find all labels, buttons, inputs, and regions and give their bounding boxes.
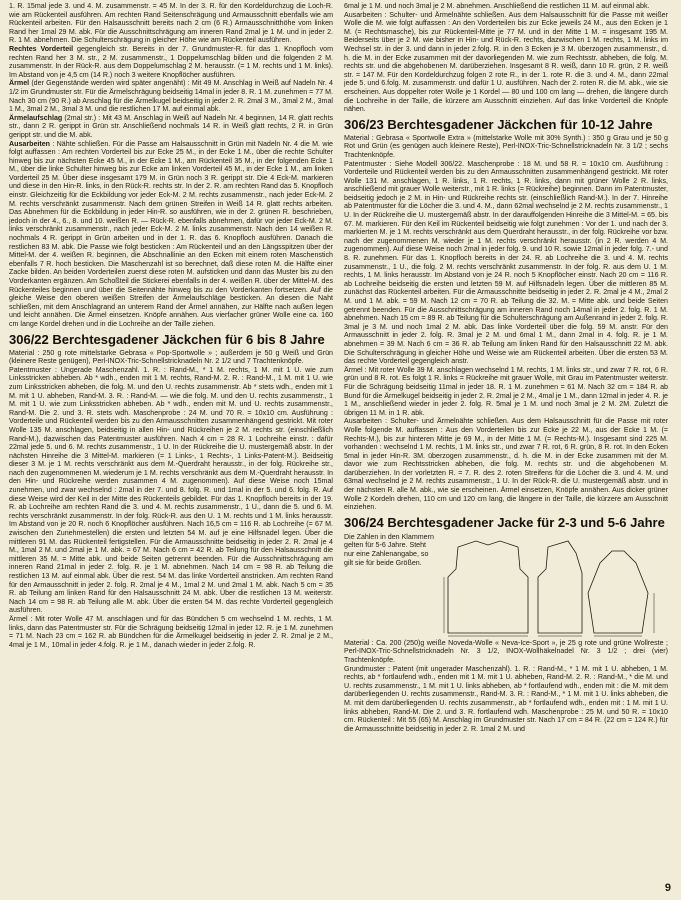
section-paragraph bbox=[9, 114, 333, 140]
section-text: (der Gegenstände werden wird später angenäht) : Mit 49 M. Anschlag in Weiß auf Nadeln Nr. 4 1/2 im Grundmuster str. Für die Ärmelschrägung beidseitig 14mal in jeder 8. R. 1 M. zunehmen = 77 M. Nach 30 cm (90 R.) ab Anschlag für die Ärmelkugel beidseitig in jeder 2. R. 2mal 3 M., 3mal 2 M., 3mal 1 M., 3mal 2 M., 3mal 3 M. und die restlichen 17 M. auf einmal abk. bbox=[9, 79, 333, 114]
back-piece-outline bbox=[448, 541, 528, 633]
instructions-paragraph: Grundmuster : Patent (mit ungerader Maschenzahl). 1. R. : Rand-M., * 1 M. mit 1 U. abheben, 1 M. rechts, ab * fortlaufend wdh., enden mit 1 M. mit 1 U. abheben, Rand-M. 2. R. : Rand-M., * die M. und U. rechts zusammenstr., 1 M. mit 1 U. links abheben, ab * fortlaufend wdh., enden mit : die M. mit dem darüberliegenden U. rechts zusammenstr., Rand-M. 3. R. : Rand-M., * 1 M. mit 1 U. links abheben, die M. mit dem darüberliegenden U. rechts zusammenstr., ab * fortlaufend wdh., enden mit : 1 M. mit 1 U. links abheben, Rand-M. Die 2. und 3. R. fortlaufend wdh. Maschenprobe : 25 M. und 50 R. = 10x10 cm. Rückenteil : Mit 55 (65) M. Anschlag im Grundmuster str. Nach 17 cm = 84 R. (22 cm = 124 R.) für die Armausschnitte beidseitig in jeder 2. R. 1mal 2 M. und bbox=[344, 664, 668, 733]
instructions-paragraph: Patentmuster : Siehe Modell 306/22. Maschenprobe : 18 M. und 58 R. = 10x10 cm. Ausführung : Vorderteile und Rückenteil werden bis zu den Armausschnitten zusammenhängend gestrickt. Mit roter Wolle 131 M. anschlagen, 1 R. links, 1 R. rechts, 1 R. links, dann mit grüner Wolle 2 R. links, anschließend mit grauer Wolle weiterstr., mit 1 R. links (= Rückreihe) beginnen. Dann im Patentmuster, beidseitig jedoch je 2 M. in Hin- und Rückreihe rechts str. (einschließlich Rand-M.). In der 7. Hinreihe ab Patentmuster für die Löcher die 3. und 4. M., dann 62mal wechselnd je 2 M. rechts zusammenstr., 1 U. In der Rückreihe die U. mustergemäß abstr. In der darauffolgenden Hinreihe die 3 Mittel-M. = 65. bis 67. M. markieren. Für den Keil im Rückenteil beidseitig wie folgt zunehmen : Vor der 1. und nach der 3. markierten M. je 1 M. rechts verschränkt aus dem Querdraht herausstr., in der folg. Rückreihe vor bzw. nach der zugenommenen M. wieder je 1 M. rechts verschränkt herausstr. (in 2 R. werden 4 M. zugenommen). Auf diese Weise noch 2mal in jeder folg. 9. und 10 R. sowie 12mal in jeder folg. 7.- und 8. R. zunehmen. Für das 1. Knopfloch bereits in der 24. R. ab Lochreihe die 3. und 4. M. rechts zusammenstr., 1 U., die folg. 2 M. rechts verschränkt zusammenstr. In der folg. R. aus dem U. 1 M. rechts, 1 M. links herausstr. Im Abstand von je 24 R. noch 5 Knopflöcher einstr. Nach 20 cm = 116 R. ab Lochreihe beidseitig die ersten und letzten 59 M. auf Hilfsnadeln legen. Über die mittleren 85 M. zunächst das Rückenteil arbeiten. Für die Armausschnitte beidseitig in jeder 2. R. 2mal je 4 M., 2mal 2 M. und 1 M. abk. = 59 M. Nach 12 cm = 70 R. ab Teilung die 32. M. = Mitte abk. und beide Seiten getrennt beenden. Für die Ausschnittschrägung am inneren Rand noch 14mal in jeder 2. folg. R. 1 M. abnehmen. Nach 15 cm = 89 R. ab Teilung für die Schulterschrägung am Außenrand in jeder 2. folg. R. 3mal je 3 M. und noch 1mal 2 M. abk. Das linke Vorderteil über die folg. 59 M. anstr. Für den Armausschnitt in jeder 2. folg. R. 3mal je 2 M. und 6mal 1 M., dann 2mal in 4. folg. R. je 1 M. abnehmen = 39 M. Nach 6 cm = 36 R. ab Teilung am linken Rand für den Halsausschnitt 22 M. abk. Die Schulterschrägung in gleicher Höhe und Weise wie am Rückenteil arbeiten. Über die ersten 53 M. das rechte Vorderteil gegengleich anstr. bbox=[344, 159, 668, 366]
section-heading: Ausarbeiten bbox=[9, 139, 50, 148]
pattern-schematic bbox=[442, 533, 662, 637]
instructions-paragraph: Patentmuster : Ungerade Maschenzahl. 1. R. : Rand-M., * 1 M. rechts, 1 M. mit 1 U. wie zum Linksstricken abheben. Ab * wdh., enden mit 1 M. rechts, Rand-M. 2. R. : Rand-M., 1 M. mit 1 U. wie zum Linksstricken abheben, die folg. M. und den U. rechts zusammenstr. Ab * stets wdh., enden mit 1 M. mit 1 U. abheben, Rand-M. 3. R. : Rand-M. — wie die folg. M. und den U. rechts zusammenstr., 1 M. mit 1 U. wie zum Linksstricken abheben. Ab * wdh., enden mit M. und U. rechts zusammenstr., Rand-M. Die 2. und 3. R. stets wdh. Maschenprobe : 24 M. und 70 R. = 10x10 cm. Ausführung : Vorderteile und Rückenteil werden bis zu den Armausschnitten zusammenhängend gestrickt. Mit roter Wolle 135 M. anschlagen, beidseitig in allen Hin- und Rückreihen je 2 M. rechts str. (einschließlich Rand-M.), dazwischen das Patentmuster ausführen. Nach 4 cm = 28 R. 1 Lochreihe einstr. : dafür 22mal jede 5. und 6. M. rechts zusammenstr., 1 U. In der Rückreihe die U. mustergemäß abstr. In der nächsten Hinreihe die 3 Mittel-M. markieren (= 1 Links-, 1 Rechts-, 1 Links-Patent-M.). Beidseitig dieser 3 M. je 1 M. rechts verschränkt aus dem M.-Querdraht herausstr., in der folg. Rückreihe str., nach den zugenommenen M. wiederum je 1 M. rechts verschränkt aus dem M.-Querdraht herausstr. In den Hin- und Rückreihe werden zusammen 4 M. zugenommen). Auf diese Weise noch 15mal zunehmen, und zwar wechselnd : 2mal in der 7. und 8. folg. R. und 1mal in der 5. und 6. folg. R. Auf diese Weise wird der Keil in der Mitte des Rückenteils gebildet. Für das 1. Knopfloch bereits in der 19. R. ab Lochreihe am rechten Rand die 3. und 4. M. rechts zusammenstr., 1 U., dann die 5. und 6. M. rechts verschränkt zusammenstr. In der folg. Rück-R. aus den U. 1 M. rechts und 1 M. links herausstr. Im Abstand von je 20 R. noch 6 Knopflöcher ausführen. Nach 16,5 cm = 116 R. ab Lochreihe (= 67 M. zwischen den Zunehmestellen) die ersten und letzten 54 M. auf je eine Hilfsnadel legen. Über die mittleren 91 M. das Rückenteil fertigstellen. Für die Armausschnitte beidseitig in jeder 2. R. 2mal je 4 M., 1mal 2 M. und 2mal je 1 M. abk. = 67 M. Nach 6 cm = 42 R. ab Teilung für den Halsausschnitt die mittleren 35 M. = Mitte abk. und beide Seiten getrennt beenden. Für die Ausschnittschrägung am inneren Rand 21mal in jeder 2. folg. R. je 1 M. abnehmen. Nach 14 cm = 98 R. ab Teilung die restlichen 13 M. auf einmal abk. Über die rest. 54 M. das linke Vorderteil anstricken. Am rechten Rand für den Armausschnitt in jeder 2. folg. R. 2mal je 4 M., 1mal 2 M. und 2mal 1 M. abk. Nach 5 cm = 35 R. ab Teilung am linken Rand für den Halsausschnitt 24 M. abk. Über die restlichen 13 M. weiterstr. Nach 14 cm = 98 R. ab Teilung alle M. abk. Über die ersten 54 M. das rechte Vorderteil gegengleich ausführen. bbox=[9, 365, 333, 615]
pattern-heading-306-23: 306/23 Berchtesgadener Jäckchen für 10-12 Jahre bbox=[344, 116, 653, 132]
intro-paragraph: 6mal je 1 M. und noch 3mal je 2 M. abnehmen. Anschließend die restlichen 11 M. auf einmal abk. bbox=[344, 2, 650, 10]
material-paragraph: Material : Gebrasa « Sportwolle Extra » (mittelstarke Wolle mit 30% Synth.) : 350 g Grau und je 50 g Rot und Grün (es genügen auch kleinere Reste), Perl-INOX-Tric-Schnellstricknadeln Nr. 3 1/2 ; sechs Trachtenknöpfe. bbox=[344, 133, 668, 159]
diagram-row bbox=[344, 533, 668, 637]
section-paragraph bbox=[9, 45, 333, 79]
section-heading: Ärmelaufschlag bbox=[9, 113, 63, 122]
pattern-heading-306-22: 306/22 Berchtesgadener Jäckchen für 6 bis 8 Jahre bbox=[9, 331, 325, 347]
front-piece-outline bbox=[538, 541, 582, 633]
intro-paragraph: 1. R. 15mal jede 3. und 4. M. zusammenstr. = 45 M. In der 3. R. für den Kordeldurchzug die Loch-R. wie am Rückenteil ausführen. Am rechten Rand Seitenschrägung und Armausschnitt ebenfalls wie am Rückenteil arbeiten. Für den Halsausschnitt bereits nach 2 cm (6 R.) Armausschnitthöhe vom linken Rand her 1mal 29 M. abk. Für die Ausschnittschrägung am inneren Rand 2mal je 1 M. und in jeder 2. R. 1 M. abnehmen. Die Schulterschrägung in gleicher Höhe wie am Rückenteil ausführen. bbox=[9, 2, 333, 45]
material-paragraph: Material : 250 g rote mittelstarke Gebrasa « Pop-Sportwolle » ; außerdem je 50 g Weiß und Grün (kleinere Reste genügen), Perl-INOX-Tric-Schnellstricknadeln Nr. 2 1/2 und 7 Trachtenknöpfe. bbox=[9, 348, 333, 366]
assembly-paragraph: Ausarbeiten : Schulter- und Ärmelnähte schließen. Aus dem Halsausschnitt für die Passe mit weißer Wolle die M. wie folgt auffassen : An den Vorderteilen bis zur Ecke jeweils 24 M., aus den Ecken je 1 M. (= Rechtsmasche), bis zur Rückenteil-Mitte je 77 M. und in der Mitte 1 M. = insgesamt 195 M. Beiderseits über je 2 M. wie bisher in Hin- und Rück-R. rechts, dazwischen 1 M. rechts, 1 M. links im Wechsel str. in der 3. und dann in jeder 2.folg. R. in den 3 Ecken je 3 M. überzogen zusammenstr., d. h. die M. in der Ecke zusammen mit der davorliegenden M. wie zum Rechtsstr. abheben, die folg. M. rechts str. und die abgehobenen M. darüberziehen. Insgesamt 8 R. weiß, dann 10 R. grün, 2 R. weiß str. = 147 M. Für den Kordeldurchzug folgen 2 rote R., in der 1. rote R. die 3. und 4. M., dann 22mal jede 5. und 6.folg. M. zusammenstr. und dafür 1 U. ausführen. Nach der 2. roten R. die M. abk., wie sie erscheinen. Aus doppelter roter Wolle je 1 Kordel — 80 und 100 cm lang — drehen, die längere durch die Lochreihe in der Taille, die kürzere am Ausschnitt einziehen. Auf das linke Vorderteil die Knöpfe nähen. bbox=[344, 10, 668, 114]
section-text: (2mal str.) : Mit 43 M. Anschlag in Weiß auf Nadeln Nr. 4 beginnen, 14 R. glatt rechts str., dann 2 R. gerippt in Grün str. Anschließend nochmals 14 R. in Weiß glatt rechts, 2 R. in Grün gerippt str. und die M. abk. bbox=[9, 113, 333, 139]
right-column bbox=[344, 2, 668, 890]
section-text: : Nähte schließen. Für die Passe am Halsausschnitt in Grün mit Nadeln Nr. 4 die M. wie folgt auffassen : Am rechten Vorderteil bis zur Ecke 25 M., in der Ecke 1 M., über die rechte Schulter hinweg bis zur nächsten Ecke 45 M., in der Ecke 1 M., am Rückenteil 35 M., in der folgenden Ecke 1 M., über die linke Schulter hinweg bis zur Ecke am linken Vorderteil 45 M., in der Ecke 1 M., am linken Vorderteil 25 M. Über diese insgesamt 179 M. in Grün noch 3 R. gerippt str. Die 4 Eck-M. markieren und diese in den Hin-R. links, in den Rück-R. rechts str. In der 2. R. am rechten Rand das 5. Knopfloch einstr. Gleichzeitig für die Eckbildung vor jeder Eck-M. 2 M. rechts zusammenstr., nach jeder Eck-M. 2 M. rechts verschränkt zusammenstr. Nach dem grünen Streifen in Weiß 14 R. glatt rechts arbeiten. Das Abnehmen für die Eckbildung in jeder Hin-R. so ausführen, wie in der 2. grünen R. beschrieben, jedoch in der 4., 6., 8. und 10. weißen R. — Rück-R. ebenfalls abnehmen, dafür vor jeder Eck-M. 2 M. links verschränkt zusammenstr., nach jeder Eck-M. 2 M. links zusammenstr. Nach den 14 weißen R. nochmals 4 R. gerippt in Grün arbeiten und in der 1. R. das 6. Knopfloch ausführen. Danach die restlichen 83 M. abk. Die Passe wie folgt besticken : Am Rückenteil und an den Längsspitzen über der Mittel-M. der 4. weißen R. beginnen, die Abschnallinie an den Ecken mit einem roten Maschenstich ebenfalls 7 R. hoch besticken. Die Maschenzahl ist so berechnet, daß diese roten M. die Hälfte einer Zacke bilden. An beiden Vorderteilen zuerst diese roten M. aufsticken und dann das Muster bis zu den Vorderkanten ergänzen. Am Schoßteil die Stickerei ebenfalls in der 4. weißen R. über der Mittel-M. des Rückenteiles beginnen und über die Seitennähte hinweg bis zu den Vorderkanten fortsetzen. Auf die gleiche Weise den oberen weißen Streifen der Ärmelaufschläge besticken. An diesen die Naht schließen, mit dem Anschlagrand an unterem Rand der Ärmel annähen, zur Hälfte nach außen legen und leicht annähen. Die Ärmel einsetzen. Knöpfe annähen. Aus vierfacher grüner Wolle eine ca. 160 cm lange Kordel drehen und in die Lochreihe an der Taille ziehen. bbox=[9, 139, 333, 328]
sleeve-outline bbox=[588, 551, 648, 633]
pattern-heading-306-24: 306/24 Berchtesgadener Jacke für 2-3 und 5-6 Jahre bbox=[344, 514, 665, 530]
sleeve-paragraph: Ärmel : Mit roter Wolle 39 M. anschlagen wechselnd 1 M. rechts, 1 M. links str., und zwar 7 R. rot, 6 R. grün und 8 R. rot. Es folgt 1 R. links = Rückreihe mit grauer Wolle, mit Grau im Patentmuster weiterstr. Für die Schrägung beidseitig 11mal in jeder 18. R. 1 M. zunehmen = 61 M. Nach 32 cm = 184 R. ab Bund für die Ärmelkugel beidseitig in jeder 2. R. 2mal je 2 M., 4mal je 1 M., dann 12mal in jeder 4. R. je 1 M., anschließend wieder in jeder 2. folg. R. 5mal je 1 M. und noch 3mal je 2 M. 2M. Zuletzt die übrigen 11 M. in 1 R. abk. bbox=[344, 365, 668, 417]
material-paragraph: Material : Ca. 200 (250)g weiße Noveda-Wolle « Neva-Ice-Sport », je 25 g rote und grüne Wollreste ; Perl-INOX-Tric-Schnellstricknadeln Nr. 3 1/2, INOX-Wollhäkelnadel Nr. 3 1/2 ; drei (vier) Trachtenknöpfe. bbox=[344, 638, 668, 665]
section-paragraph bbox=[9, 140, 333, 329]
left-column bbox=[9, 2, 333, 890]
section-heading: Ärmel bbox=[9, 79, 30, 88]
section-paragraph bbox=[9, 79, 333, 113]
diagram-note: Die Zahlen in den Klammern gelten für 5-6 Jahre. Steht nur eine Zahlenangabe, so gilt sie für beide Größen. bbox=[344, 532, 434, 567]
sleeve-paragraph: Ärmel : Mit roter Wolle 47 M. anschlagen und für das Bündchen 5 cm wechselnd 1 M. rechts, 1 M. links, dann das Patentmuster str. Für die Schrägung beidseitig 12mal in jeder 12. R. je 1 M. zunehmen = 71 M. Nach 23 cm = 162 R. ab Bündchen für die Ärmelkugel beidseitig in jeder 2. R. 2mal je 2 M., 4mal je 1 M., 10mal in jeder 4.folg. R. je 1 M., danach wieder in jeder 2.folg. R. bbox=[9, 614, 333, 649]
page-number: 9 bbox=[664, 882, 671, 894]
section-text: gegengleich str. Bereits in der 7. Grundmuster-R. für das 1. Knopfloch vom rechten Rand her 3 M. str., 2 M. zusammenstr., 1 Doppelumschlag bilden und die folgenden 2 M. zusammenstr. In der Rück-R. aus dem Doppelumschlag 2 M. herausstr. (= 1 M. rechts und 1 M. links). Im Abstand von je 4,5 cm (14 R.) noch 3 weitere Knopflöcher ausführen. bbox=[9, 44, 333, 79]
assembly-paragraph: Ausarbeiten : Schulter- und Ärmelnähte schließen. Aus dem Halsausschnitt für die Passe mit roter Wolle folgende M. auffassen : Aus den Vorderteilen bis zur Ecke je 22 M., aus der Ecke 1 M. (= Rechts-M.), bis zur hinteren Mitte je 69 M., in der Mitte 1 M. (= Rechts-M.). Insgesamt sind 225 M. vorhanden : wechselnd 1 M. rechts, 1 M. links str., und zwar 7 R. rot, 6 R. grün, 8 R. rot. In den Ecken 5mal in jeder Hin-R. 3M. überzogen zusammenstr., d. h. die M. in der Ecke zusammen mit der M. davor wie zum Rechtsstricken abheben, die folg. M. rechts str. und die abgehobenen M. darüberziehen. In der vorletzten R. = 7. R. des 2. roten Streifens für die Löcher die 3. und 4. M. und 63mal wechselnd je 2 M. rechts zusammenstr., 1 U. In der Rück-R. die U. mustergemäß abstr. und in der nächsten R. alle M. abk., wie sie erscheinen. Ärmel einsetzen, Knöpfe annähen. Aus dicker grüner Wolle 2 Kordeln drehen, 110 cm und 120 cm lang, die längere in der Taille, die kürzere am Ausschnitt einziehen. bbox=[344, 417, 668, 512]
section-heading: Rechtes Vorderteil bbox=[9, 44, 74, 53]
